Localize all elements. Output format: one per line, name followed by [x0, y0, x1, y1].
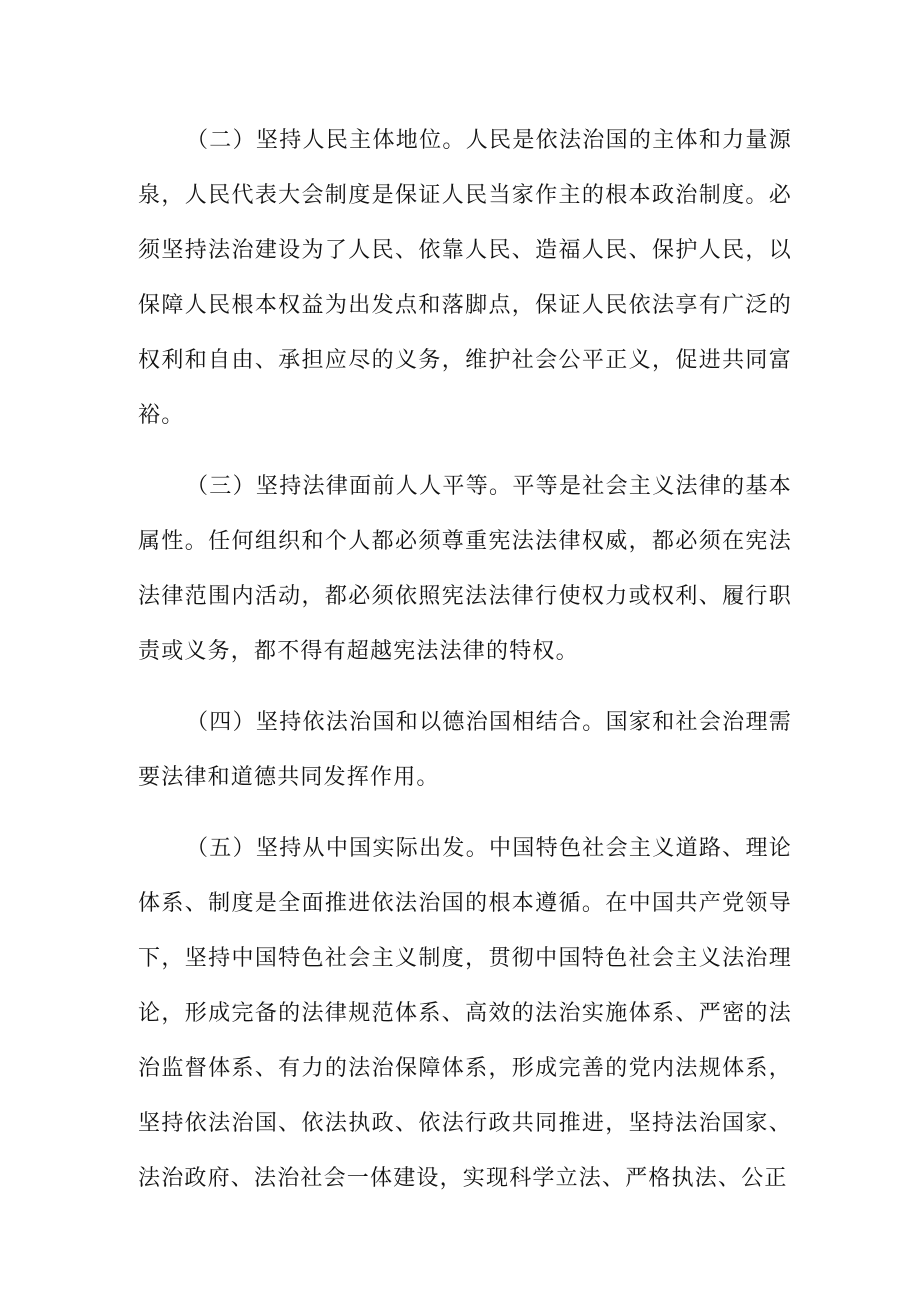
paragraph-5: （五）坚持从中国实际出发。中国特色社会主义道路、理论体系、制度是全面推进依法治国的根本遵循。在中国共产党领导下，坚持中国特色社会主义制度，贯彻中国特色社会主义法治理论，形成完备的法律规范体系、高效的法治实施体系、严密的法治监督体系、有力的法治保障体系，形成完善的党内法规体系，坚持依法治国、依法执政、依法行政共同推进，坚持法治国家、法治政府、法治社会一体建设，实现科学立法、严格执法、公正	[138, 836, 792, 1191]
paragraph-4: （四）坚持依法治国和以德治国相结合。国家和社会治理需要法律和道德共同发挥作用。	[138, 710, 792, 790]
paragraph-2: （二）坚持人民主体地位。人民是依法治国的主体和力量源泉，人民代表大会制度是保证人民当家作主的根本政治制度。必须坚持法治建设为了人民、依靠人民、造福人民、保护人民，以保障人民根本权益为出发点和落脚点，保证人民依法享有广泛的权利和自由、承担应尽的义务，维护社会公平正义，促进共同富裕。	[138, 128, 792, 428]
document-page	[138, 113, 792, 1206]
paragraph-3: （三）坚持法律面前人人平等。平等是社会主义法律的基本属性。任何组织和个人都必须尊重宪法法律权威，都必须在宪法法律范围内活动，都必须依照宪法法律行使权力或权利、履行职责或义务，都不得有超越宪法法律的特权。	[138, 474, 792, 664]
